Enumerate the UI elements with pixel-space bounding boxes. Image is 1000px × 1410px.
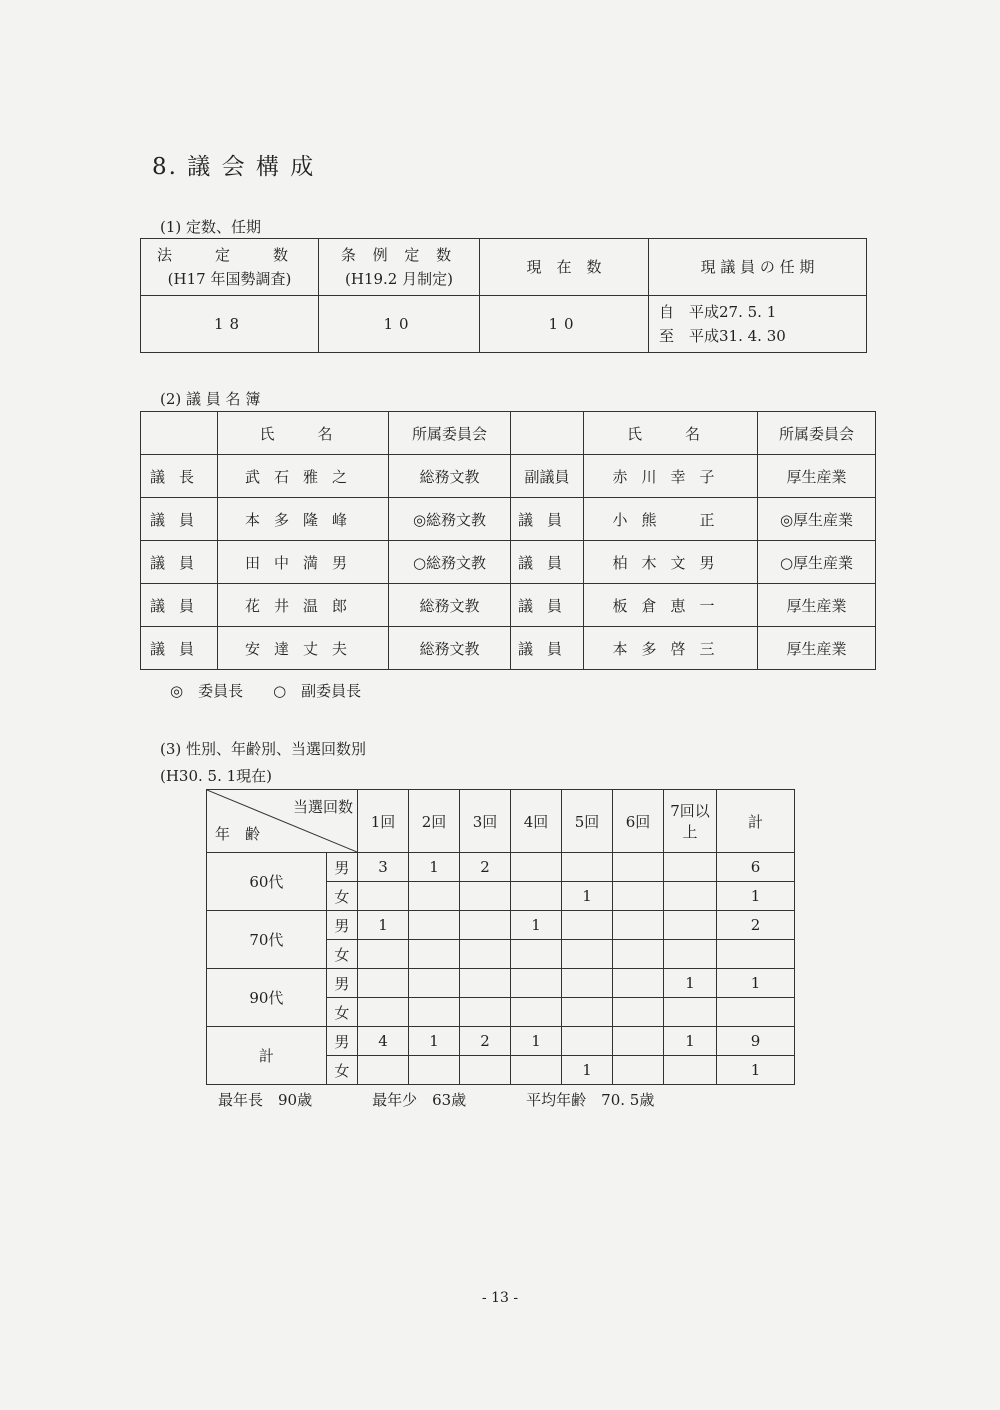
stats-cell	[409, 969, 460, 998]
member-com1: 総務文教	[389, 627, 511, 670]
col-header: 4回	[511, 790, 562, 853]
stats-table	[206, 789, 795, 1085]
member-com2: ○厚生産業	[758, 541, 876, 584]
stats-cell	[562, 940, 613, 969]
member-com1: 総務文教	[389, 455, 511, 498]
member-com1: 総務文教	[389, 584, 511, 627]
col-header: 3回	[460, 790, 511, 853]
stats-cell	[460, 882, 511, 911]
section-1-label: (1) 定数、任期	[160, 218, 262, 236]
stats-cell	[562, 969, 613, 998]
member-pos1: 議員	[141, 541, 218, 584]
stats-cell	[460, 1056, 511, 1085]
member-com2: 厚生産業	[758, 627, 876, 670]
stats-cell	[358, 998, 409, 1027]
term-value: 自 平成27. 5. 1 至 平成31. 4. 30	[649, 296, 867, 353]
age-group: 90代	[207, 969, 327, 1027]
stats-row	[207, 911, 795, 940]
stats-cell	[409, 940, 460, 969]
col-header: 2回	[409, 790, 460, 853]
col-header: 6回	[613, 790, 664, 853]
col-header: 計	[717, 790, 795, 853]
sex-cell: 女	[326, 882, 357, 911]
stats-cell	[717, 998, 795, 1027]
member-name2: 本多啓三	[584, 627, 758, 670]
stats-cell	[358, 882, 409, 911]
stats-cell	[664, 940, 717, 969]
stats-cell	[358, 1056, 409, 1085]
stats-cell	[358, 940, 409, 969]
stats-cell: 9	[717, 1027, 795, 1056]
age-group: 計	[207, 1027, 327, 1085]
stats-cell	[409, 911, 460, 940]
member-pos2: 議員	[511, 541, 584, 584]
header-legal-count: 法 定 数 (H17 年国勢調査)	[141, 239, 319, 296]
stats-cell	[613, 882, 664, 911]
member-row	[141, 584, 876, 627]
stats-cell	[613, 998, 664, 1027]
member-name1: 本多隆峰	[218, 498, 389, 541]
sex-cell: 女	[326, 1056, 357, 1085]
stats-cell	[664, 882, 717, 911]
sex-cell: 男	[326, 853, 357, 882]
header-age: 年 齢	[215, 825, 261, 843]
stats-cell	[562, 998, 613, 1027]
stats-cell: 1	[511, 1027, 562, 1056]
stats-cell	[460, 969, 511, 998]
member-com2: 厚生産業	[758, 584, 876, 627]
member-pos2: 副議員	[511, 455, 584, 498]
member-row	[141, 541, 876, 584]
member-row	[141, 498, 876, 541]
legend: ◎ 委員長 ○ 副委員長	[170, 682, 362, 700]
header-current-count: 現 在 数	[480, 239, 649, 296]
member-row	[141, 455, 876, 498]
stats-cell: 2	[460, 1027, 511, 1056]
stats-cell	[460, 940, 511, 969]
legal-count-value: 18	[141, 296, 319, 353]
as-of-date: (H30. 5. 1現在)	[160, 767, 273, 785]
member-name1: 花井温郎	[218, 584, 389, 627]
header-committee-2: 所属委員会	[758, 412, 876, 455]
member-com2: 厚生産業	[758, 455, 876, 498]
header-term: 現 議 員 の 任 期	[649, 239, 867, 296]
member-com1: ○総務文教	[389, 541, 511, 584]
stats-cell: 1	[664, 1027, 717, 1056]
stats-cell: 1	[562, 882, 613, 911]
stats-cell	[511, 1056, 562, 1085]
member-pos1: 議長	[141, 455, 218, 498]
stats-row	[207, 853, 795, 882]
stats-cell	[511, 969, 562, 998]
member-name2: 赤川幸子	[584, 455, 758, 498]
stats-cell	[562, 1027, 613, 1056]
member-table	[140, 411, 876, 670]
page-number: - 13 -	[481, 1290, 519, 1306]
current-count-value: 10	[480, 296, 649, 353]
stats-cell: 1	[409, 853, 460, 882]
member-name2: 柏木文男	[584, 541, 758, 584]
stats-cell	[664, 853, 717, 882]
sex-cell: 女	[326, 940, 357, 969]
header-committee-1: 所属委員会	[389, 412, 511, 455]
member-name2: 板倉恵一	[584, 584, 758, 627]
stats-cell: 1	[358, 911, 409, 940]
stats-cell	[613, 911, 664, 940]
stats-cell	[409, 1056, 460, 1085]
stats-cell	[460, 911, 511, 940]
stats-cell	[664, 1056, 717, 1085]
stats-cell	[511, 853, 562, 882]
col-header: 5回	[562, 790, 613, 853]
header-name-2: 氏 名	[584, 412, 758, 455]
stats-cell	[409, 998, 460, 1027]
stats-cell: 1	[562, 1056, 613, 1085]
sex-cell: 男	[326, 1027, 357, 1056]
sex-cell: 男	[326, 969, 357, 998]
stats-cell	[717, 940, 795, 969]
stats-cell	[613, 1027, 664, 1056]
stats-cell	[664, 998, 717, 1027]
header-count: 当選回数	[292, 798, 353, 816]
stats-cell	[613, 940, 664, 969]
stats-cell	[460, 998, 511, 1027]
stats-cell: 2	[460, 853, 511, 882]
stats-cell: 4	[358, 1027, 409, 1056]
stats-cell: 1	[717, 969, 795, 998]
age-group: 60代	[207, 853, 327, 911]
header-ordinance-count: 条 例 定 数 (H19.2 月制定)	[319, 239, 480, 296]
stats-cell	[613, 853, 664, 882]
stats-cell: 1	[664, 969, 717, 998]
stats-cell: 2	[717, 911, 795, 940]
member-pos2: 議員	[511, 584, 584, 627]
col-header: 7回以上	[664, 790, 717, 853]
col-header: 1回	[358, 790, 409, 853]
stats-cell	[358, 969, 409, 998]
stats-cell	[511, 882, 562, 911]
diagonal-header	[207, 790, 358, 853]
stats-cell: 6	[717, 853, 795, 882]
stats-cell: 3	[358, 853, 409, 882]
page-title: 8. 議 会 構 成	[152, 154, 316, 180]
stats-cell	[511, 940, 562, 969]
stats-cell: 1	[717, 882, 795, 911]
member-pos2: 議員	[511, 627, 584, 670]
stats-cell	[409, 882, 460, 911]
ordinance-count-value: 10	[319, 296, 480, 353]
member-pos2: 議員	[511, 498, 584, 541]
stats-cell: 1	[717, 1056, 795, 1085]
stats-row	[207, 1027, 795, 1056]
stats-cell	[613, 969, 664, 998]
term-table	[140, 238, 867, 353]
member-pos1: 議員	[141, 584, 218, 627]
section-3-label: (3) 性別、年齢別、当選回数別	[160, 740, 367, 758]
member-com2: ◎厚生産業	[758, 498, 876, 541]
stats-cell	[511, 998, 562, 1027]
stats-cell	[664, 911, 717, 940]
stats-cell	[613, 1056, 664, 1085]
header-name-1: 氏 名	[218, 412, 389, 455]
member-pos1: 議員	[141, 498, 218, 541]
section-2-label: (2) 議 員 名 簿	[160, 390, 261, 408]
member-row	[141, 627, 876, 670]
stats-cell: 1	[511, 911, 562, 940]
stats-cell	[562, 911, 613, 940]
member-name1: 田中満男	[218, 541, 389, 584]
stats-cell: 1	[409, 1027, 460, 1056]
member-pos1: 議員	[141, 627, 218, 670]
member-com1: ◎総務文教	[389, 498, 511, 541]
age-group: 70代	[207, 911, 327, 969]
member-name2: 小熊 正	[584, 498, 758, 541]
sex-cell: 男	[326, 911, 357, 940]
age-summary: 最年長 90歳 最年少 63歳 平均年齢 70. 5歳	[218, 1091, 655, 1109]
stats-cell	[562, 853, 613, 882]
member-name1: 武石雅之	[218, 455, 389, 498]
member-name1: 安達丈夫	[218, 627, 389, 670]
sex-cell: 女	[326, 998, 357, 1027]
stats-row	[207, 969, 795, 998]
